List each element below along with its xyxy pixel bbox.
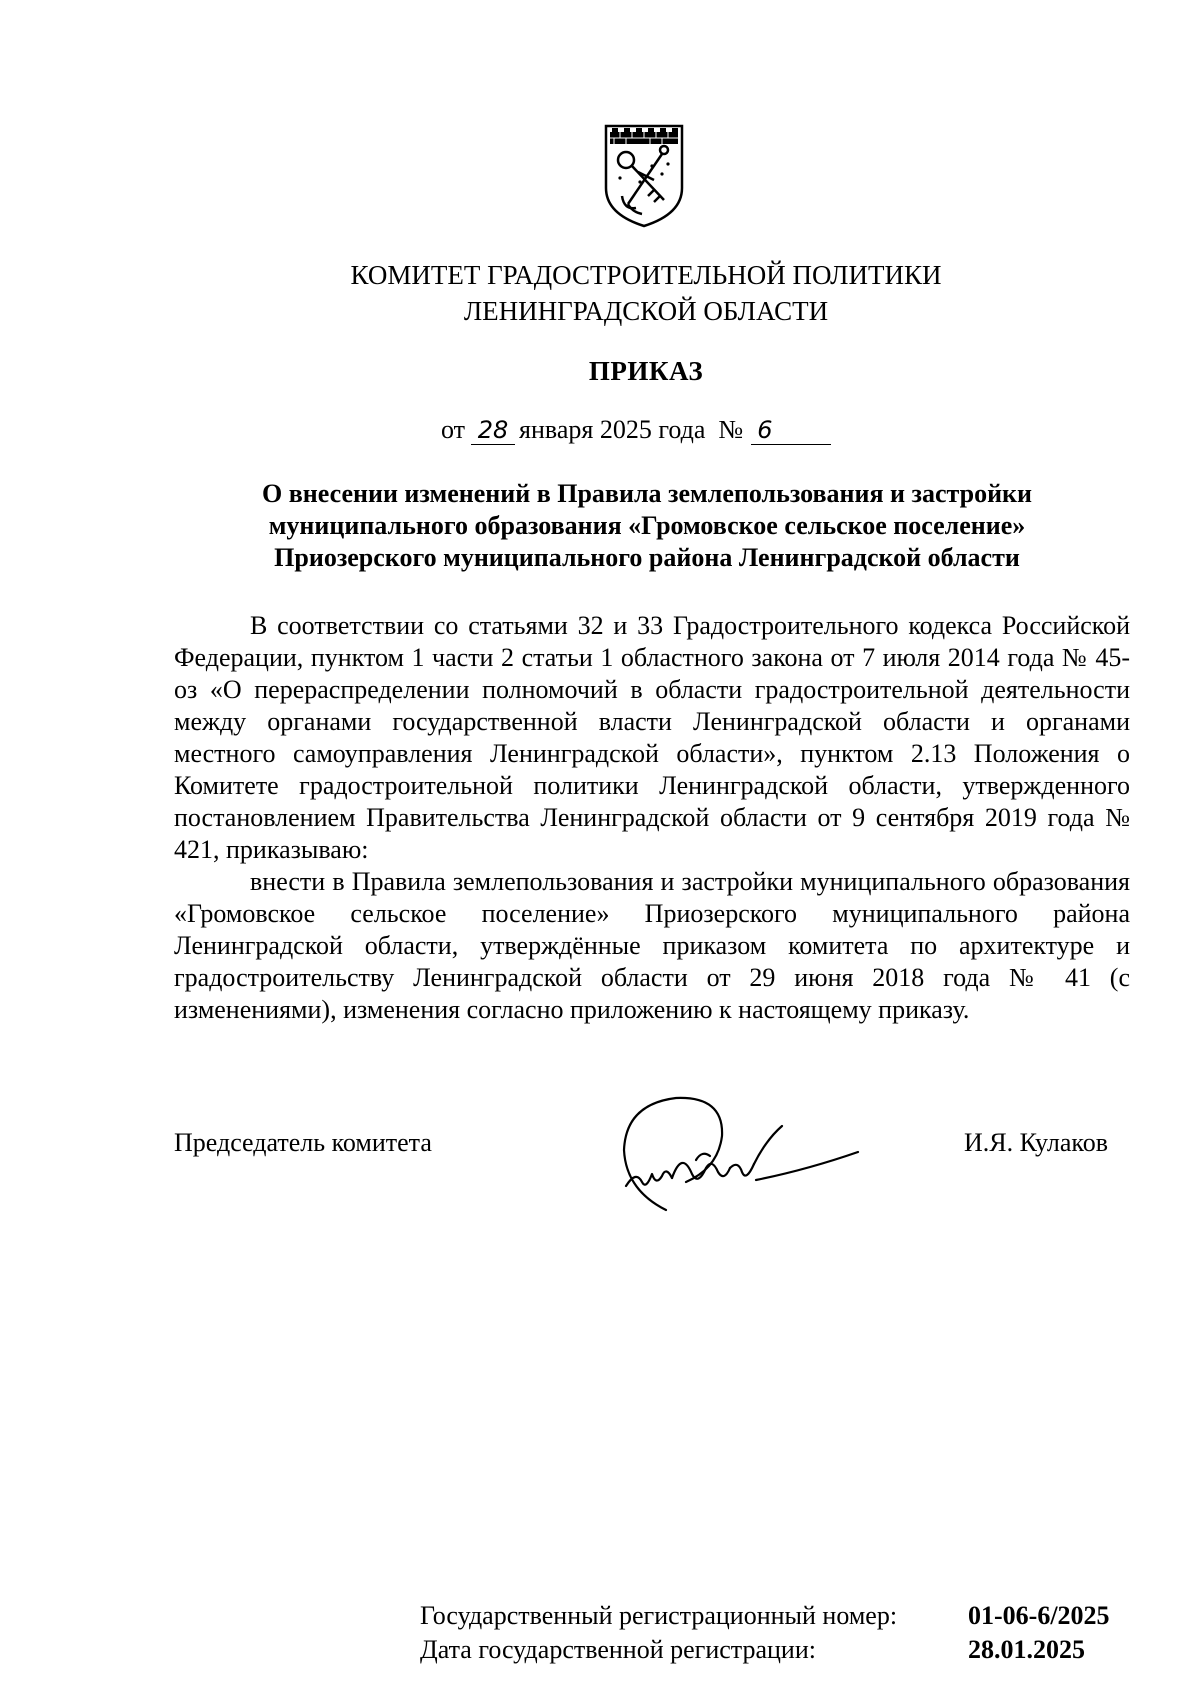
signatory-role: Председатель комитета — [174, 1128, 432, 1157]
date-line — [441, 415, 831, 445]
body-paragraph-1: В соответствии со статьями 32 и 33 Градостроительного кодекса Российской Федерации, пунктом 1 части 2 статьи 1 областного закона от 7 июля 2014 года № 45-оз «О перераспределении полномочий в области градостроительной деятельности между органами государственной власти Ленинградской области и органами местного самоуправления Ленинградской области», пунктом 2.13 Положения о Комитете градостроительной политики Ленинградской области, утвержденного постановлением Правительства Ленинградской области от 9 сентября 2019 года № 421, приказываю: — [174, 611, 1130, 864]
org-name-line2: ЛЕНИНГРАДСКОЙ ОБЛАСТИ — [463, 296, 829, 326]
title-line1: О внесении изменений в Правила землепользования и застройки — [261, 479, 1033, 508]
registration-date-label: Дата государственной регистрации: — [420, 1635, 816, 1664]
title-line2: муниципального образования «Громовское сельское поселение» — [268, 511, 1026, 540]
document-body — [174, 610, 1130, 1026]
registration-date-row — [420, 1634, 1085, 1666]
date-prefix: от — [441, 415, 466, 444]
handwritten-day: 28 — [471, 416, 515, 445]
handwritten-signature-icon — [606, 1090, 866, 1220]
document-type: ПРИКАЗ — [588, 356, 704, 386]
registration-number-row — [420, 1600, 1110, 1632]
coat-of-arms-icon — [602, 122, 686, 230]
registration-date-value: 28.01.2025 — [968, 1635, 1085, 1664]
number-sign: № — [718, 415, 744, 444]
org-name-line1: КОМИТЕТ ГРАДОСТРОИТЕЛЬНОЙ ПОЛИТИКИ — [350, 260, 942, 290]
document-title — [180, 478, 1114, 574]
registration-number-label: Государственный регистрационный номер: — [420, 1601, 898, 1630]
title-line3: Приозерского муниципального района Ленинградской области — [274, 543, 1020, 572]
date-month-year: января 2025 года — [519, 415, 706, 444]
body-paragraph-2: внести в Правила землепользования и застройки муниципального образования «Громовское сельское поселение» Приозерского муниципального района Ленинградской области, утверждённые приказом комитета по архитектуре и градостроительству Ленинградской области от 29 июня 2018 года № 41 (с изменениями), изменения согласно приложению к настоящему приказу. — [174, 867, 1130, 1024]
handwritten-number: 6 — [751, 416, 831, 445]
signatory-name: И.Я. Кулаков — [964, 1128, 1108, 1157]
registration-number-value: 01-06-6/2025 — [968, 1601, 1110, 1630]
